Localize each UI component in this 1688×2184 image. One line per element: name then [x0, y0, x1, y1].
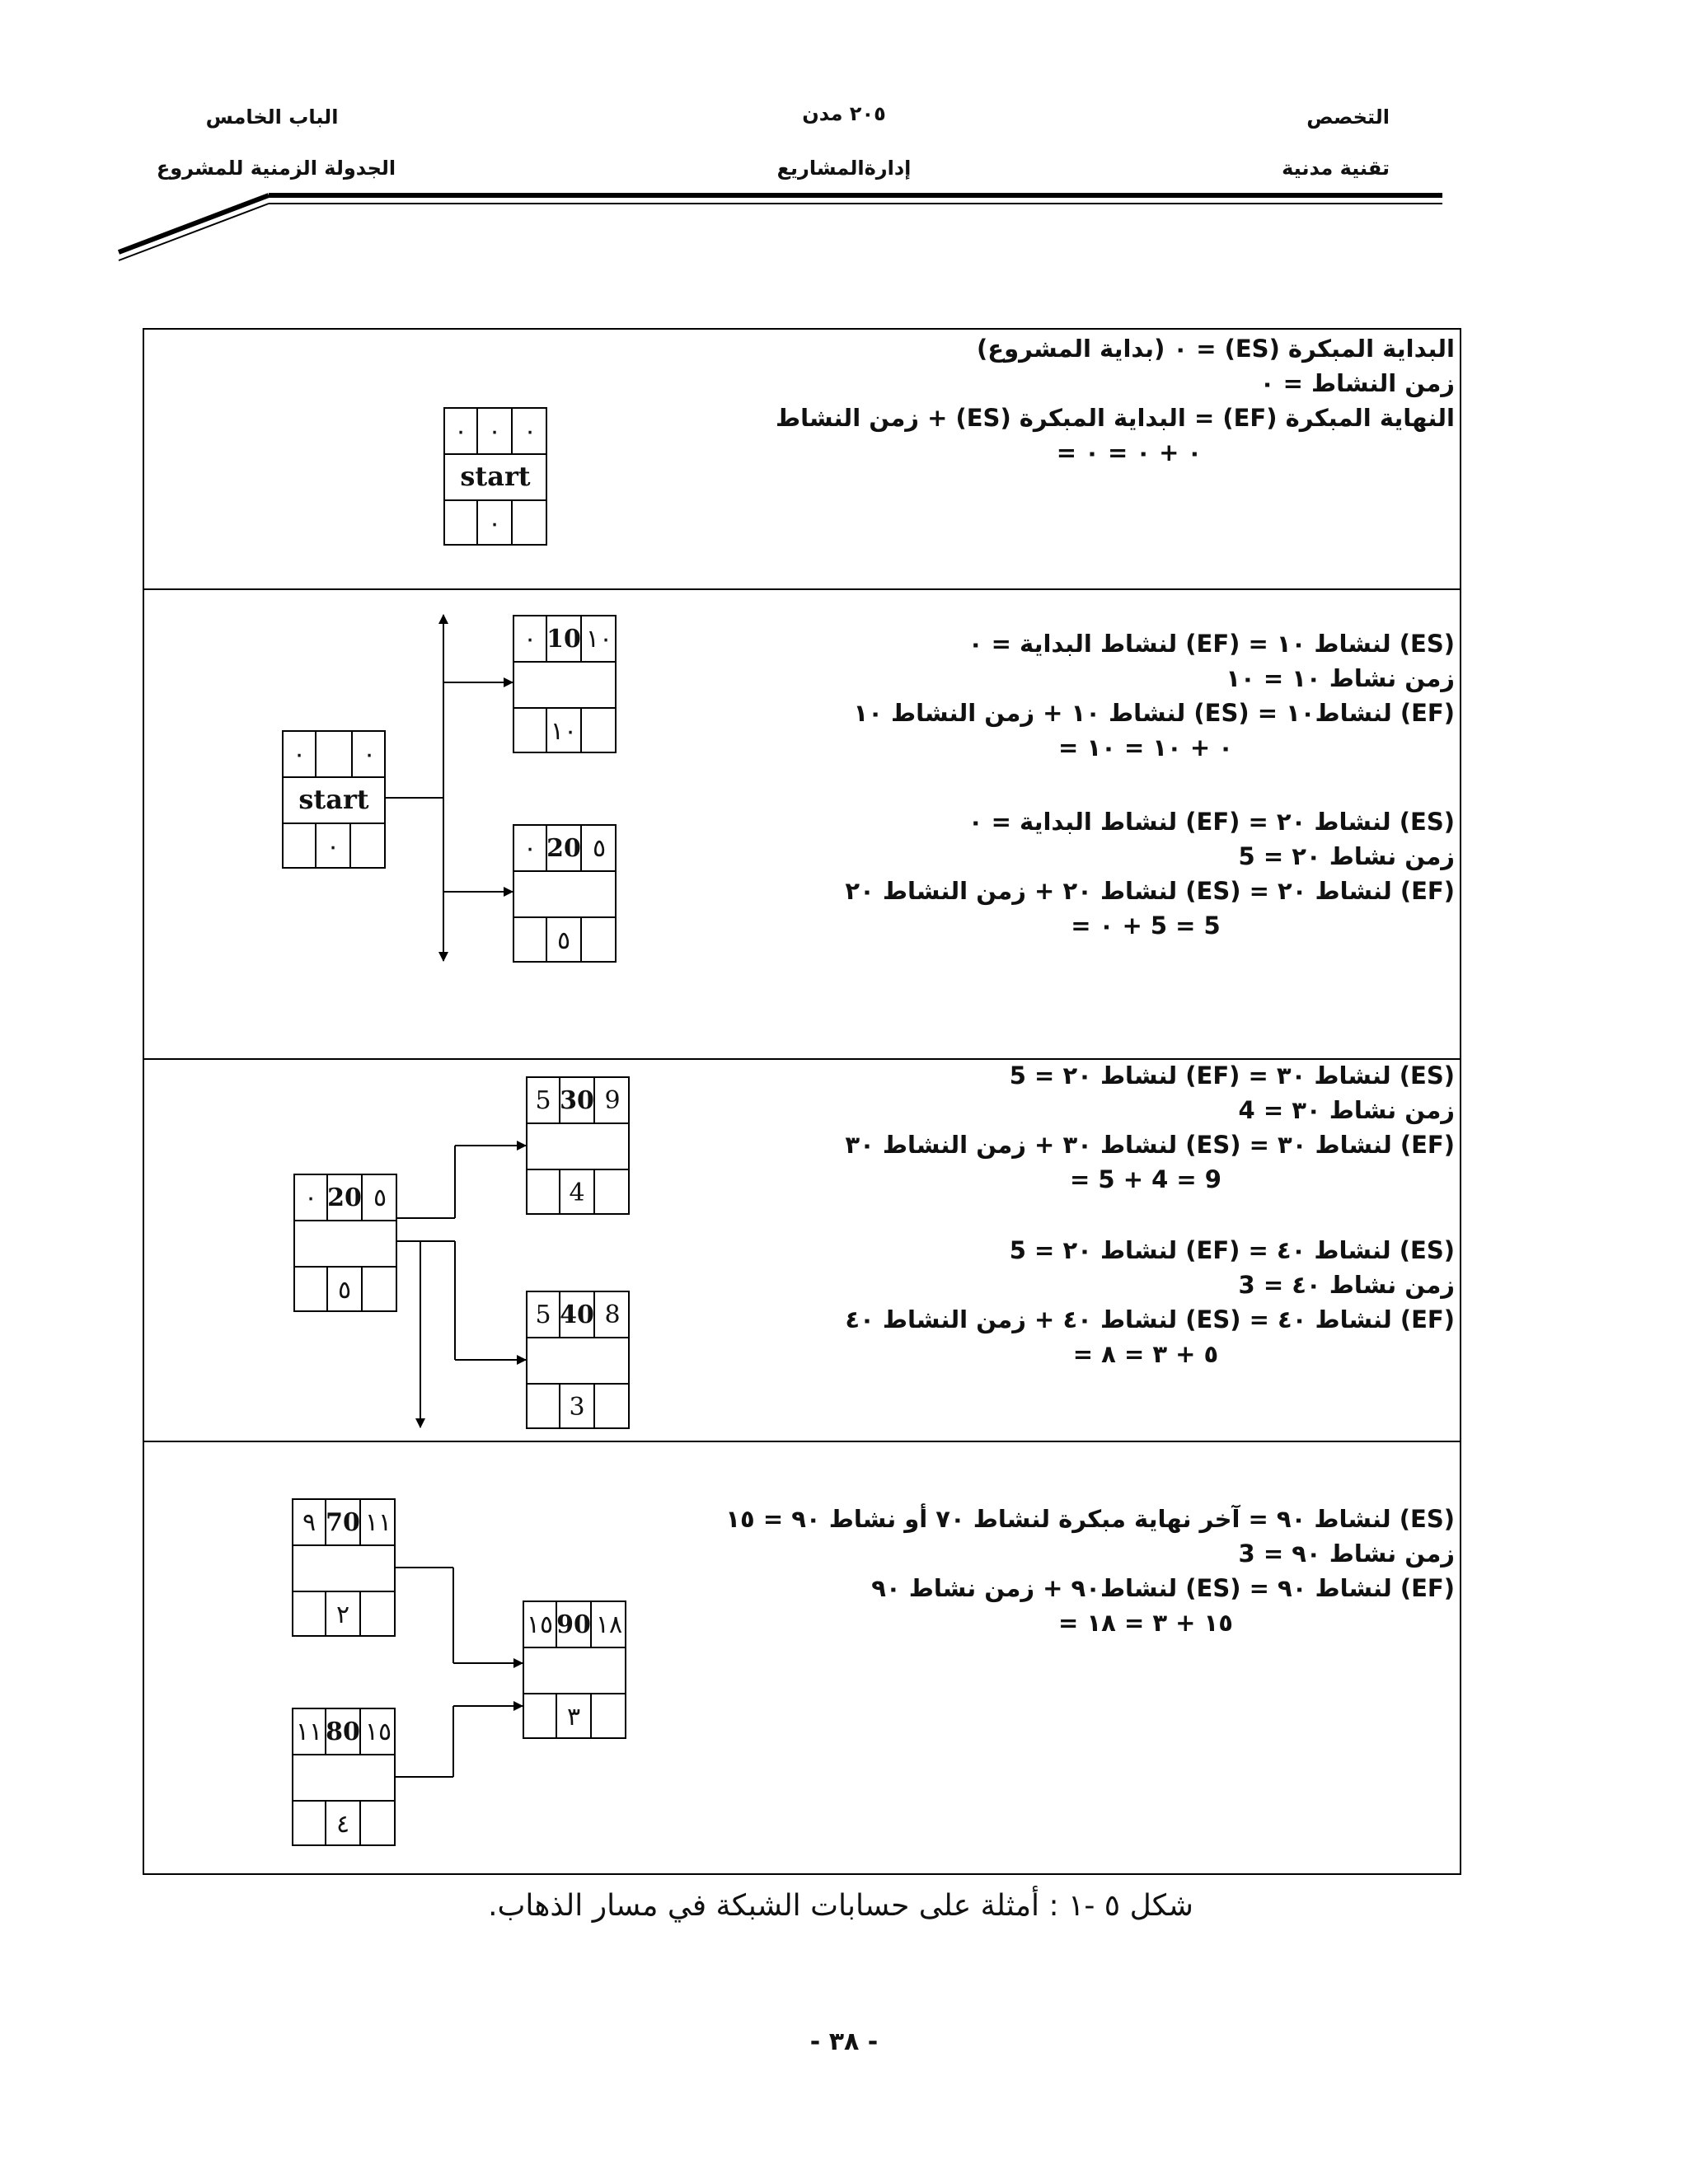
section4-line-1: (ES) لنشاط ٩٠ = آخر نهاية مبكرة لنشاط ٧٠ أو نشاط ٩٠ = ١٥ — [725, 1505, 1455, 1533]
section3-a-result: = 5 + 4 = 9 — [1070, 1165, 1221, 1193]
node-activity-80 — [292, 1708, 396, 1846]
node-empty — [351, 824, 386, 869]
section1-line-3: النهاية المبكرة (EF) = البداية المبكرة (ES) + زمن النشاط — [775, 404, 1455, 432]
header-chapter-label: الباب الخامس — [205, 105, 339, 129]
node-id: 80 — [326, 1709, 361, 1754]
node-id: ٠ — [478, 409, 513, 453]
node-id: 20 — [328, 1175, 363, 1220]
node-duration: ٢ — [326, 1592, 361, 1637]
page-number: - ٣٨ - — [809, 2027, 879, 2056]
node-duration: 4 — [560, 1170, 595, 1215]
section2-a-result: = ٠ + ١٠ = ١٠ — [1058, 733, 1233, 762]
node-empty — [582, 918, 617, 963]
node-duration: ١٠ — [547, 709, 582, 753]
node-es: ٠ — [514, 826, 547, 870]
node-empty — [284, 824, 316, 869]
node-label: start — [460, 461, 531, 492]
section3-b-line-1: (ES) لنشاط ٤٠ = (EF) لنشاط ٢٠ = 5 — [1009, 1236, 1455, 1264]
node-id: 20 — [547, 826, 582, 870]
node-id: 40 — [560, 1292, 595, 1337]
node-ef: 8 — [604, 1300, 621, 1329]
node-empty — [361, 1592, 396, 1637]
node-empty — [595, 1385, 630, 1429]
node-es: ٠ — [445, 409, 478, 453]
header-specialty-value: تقنية مدنية — [1282, 157, 1390, 180]
node-activity-20-section3 — [293, 1174, 397, 1312]
section4-result: = ١٥ + ٣ = ١٨ — [1058, 1609, 1233, 1637]
node-ef: ٠ — [351, 732, 386, 776]
node-ef: ١١ — [364, 1507, 392, 1537]
node-empty — [595, 1170, 630, 1215]
node-empty — [524, 1694, 557, 1739]
node-duration: ٥ — [547, 918, 582, 963]
node-empty — [445, 501, 478, 546]
node-es: ٠ — [295, 1175, 328, 1220]
section2-b-line-1: (ES) لنشاط ٢٠ = (EF) لنشاط البداية = ٠ — [968, 808, 1455, 836]
node-empty — [293, 1592, 326, 1637]
node-ef: ٠ — [523, 416, 537, 446]
node-es: ٠ — [514, 616, 547, 661]
node-activity-20 — [513, 824, 617, 963]
node-activity-30 — [526, 1076, 630, 1215]
node-es: ٩ — [293, 1500, 326, 1544]
node-id: 30 — [560, 1078, 595, 1122]
section2-a-line-3: (EF) لنشاط١٠ = (ES) لنشاط ١٠ + زمن النشاط ١٠ — [853, 699, 1455, 727]
node-duration: ٤ — [326, 1802, 361, 1846]
section2-a-line-2: زمن نشاط ١٠ = ١٠ — [1226, 664, 1455, 692]
header-course-code: ٢٠٥ مدن — [802, 102, 886, 125]
node-empty — [295, 1268, 328, 1312]
node-es: ١٥ — [524, 1602, 557, 1647]
node-empty — [293, 1802, 326, 1846]
section-divider-1 — [143, 588, 1461, 590]
node-empty — [592, 1694, 626, 1739]
node-empty — [513, 501, 547, 546]
node-ef: ٥ — [592, 833, 607, 863]
section2-b-line-2: زمن نشاط ٢٠ = 5 — [1238, 842, 1455, 870]
header-rule-thick — [269, 193, 1442, 198]
node-activity-10 — [513, 615, 617, 753]
node-duration: 3 — [560, 1385, 595, 1429]
node-empty — [361, 1802, 396, 1846]
section2-a-line-1: (ES) لنشاط ١٠ = (EF) لنشاط البداية = ٠ — [968, 630, 1455, 658]
section4-line-3: (EF) لنشاط ٩٠ = (ES) لنشاط٩٠ + زمن نشاط ٩٠ — [871, 1574, 1455, 1602]
section-divider-3 — [143, 1441, 1461, 1442]
section3-b-line-2: زمن نشاط ٤٠ = 3 — [1238, 1271, 1455, 1299]
node-start-section1 — [443, 407, 547, 546]
node-ef: 9 — [604, 1085, 621, 1115]
node-es: 5 — [528, 1078, 560, 1122]
node-duration: ٥ — [328, 1268, 363, 1312]
node-ef: ٥ — [373, 1183, 387, 1212]
node-id — [316, 732, 351, 776]
header-course-name: إدارةالمشاريع — [776, 157, 912, 180]
node-duration: ٠ — [316, 824, 351, 869]
figure-caption: شكل ٥ -١ : أمثلة على حسابات الشبكة في مسار الذهاب. — [488, 1889, 1193, 1923]
node-duration: ٠ — [478, 501, 513, 546]
section3-b-line-3: (EF) لنشاط ٤٠ = (ES) لنشاط ٤٠ + زمن النشاط ٤٠ — [845, 1305, 1455, 1333]
section1-line-2: زمن النشاط = ٠ — [1259, 369, 1455, 397]
section2-b-result: = ٠ + 5 = 5 — [1071, 912, 1221, 940]
node-empty — [363, 1268, 397, 1312]
section1-result: = ٠ + ٠ = ٠ — [1056, 438, 1203, 466]
header-specialty-label: التخصص — [1306, 105, 1390, 129]
section3-b-result: = ٥ + ٣ = ٨ — [1072, 1340, 1219, 1368]
node-id: 10 — [547, 616, 582, 661]
node-empty — [528, 1170, 560, 1215]
node-es: ٠ — [284, 732, 316, 776]
section4-line-2: زمن نشاط ٩٠ = 3 — [1238, 1540, 1455, 1568]
node-activity-40 — [526, 1291, 630, 1429]
node-es: 5 — [528, 1292, 560, 1337]
section3-a-line-1: (ES) لنشاط ٣٠ = (EF) لنشاط ٢٠ = 5 — [1009, 1062, 1455, 1090]
section2-b-line-3: (EF) لنشاط ٢٠ = (ES) لنشاط ٢٠ + زمن النشاط ٢٠ — [845, 877, 1455, 905]
node-start-section2 — [282, 730, 386, 869]
node-empty — [514, 709, 547, 753]
node-id: 70 — [326, 1500, 361, 1544]
node-ef: ١٨ — [595, 1610, 623, 1639]
node-id: 90 — [557, 1602, 592, 1647]
header-rule-thin — [269, 203, 1442, 204]
section3-a-line-2: زمن نشاط ٣٠ = 4 — [1238, 1096, 1455, 1124]
node-label: start — [298, 784, 369, 815]
node-ef: ١٥ — [364, 1717, 392, 1746]
section3-a-line-3: (EF) لنشاط ٣٠ = (ES) لنشاط ٣٠ + زمن النشاط ٣٠ — [845, 1131, 1455, 1159]
node-empty — [514, 918, 547, 963]
node-es: ١١ — [293, 1709, 326, 1754]
node-activity-90 — [523, 1601, 626, 1739]
node-ef: ١٠ — [585, 624, 613, 654]
section1-line-1: البداية المبكرة (ES) = ٠ (بداية المشروع) — [977, 335, 1455, 363]
header-chapter-title: الجدولة الزمنية للمشروع — [156, 157, 396, 180]
node-activity-70 — [292, 1498, 396, 1637]
node-duration: ٣ — [557, 1694, 592, 1739]
node-empty — [528, 1385, 560, 1429]
node-empty — [582, 709, 617, 753]
